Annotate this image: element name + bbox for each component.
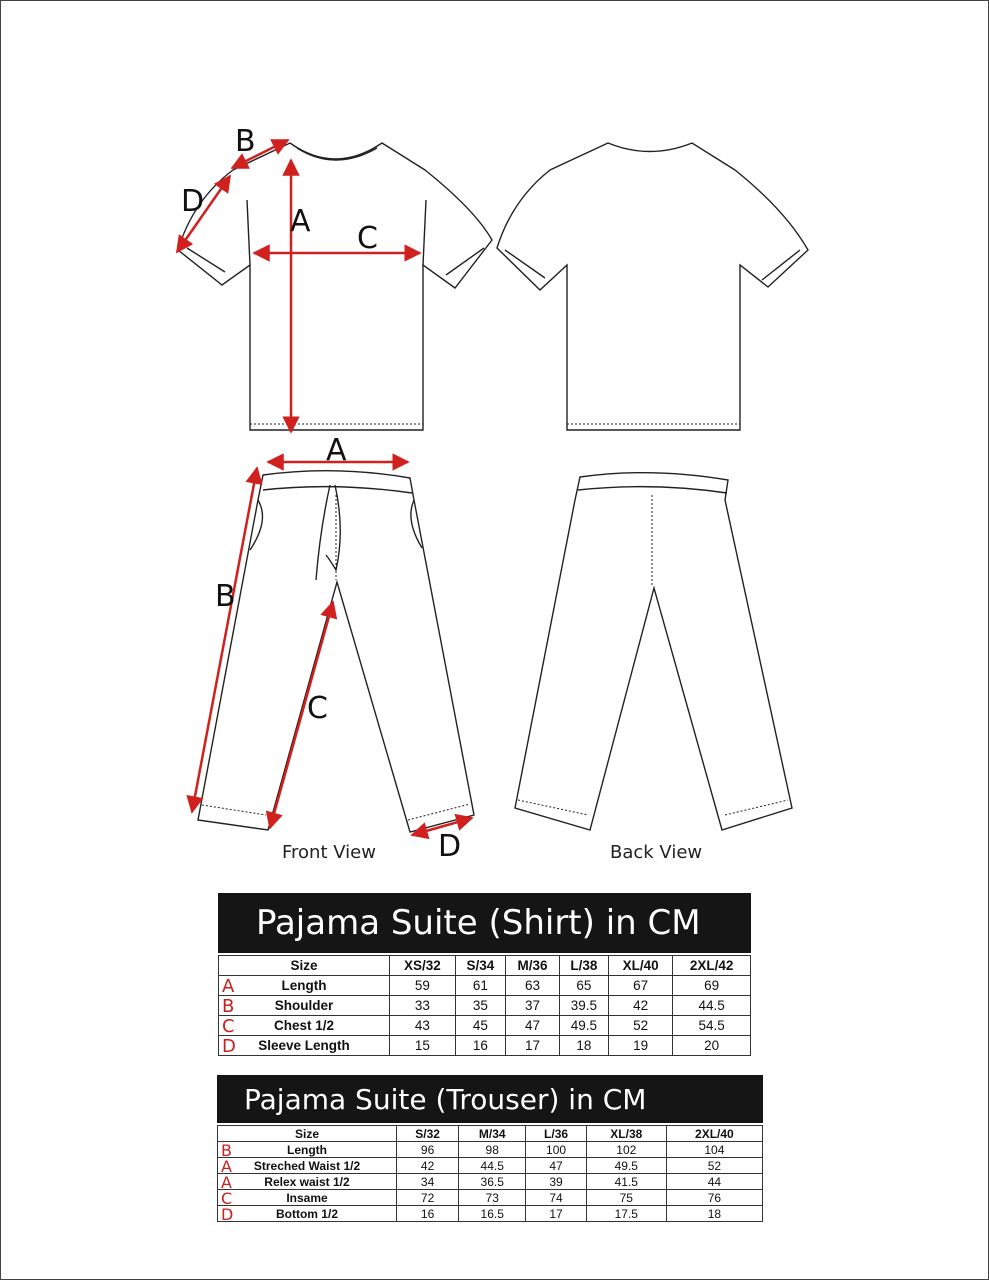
table-cell: 18 <box>560 1036 609 1056</box>
table-cell: 43 <box>390 1016 456 1036</box>
shirt-label-d: D <box>181 184 205 219</box>
table-cell: 16 <box>455 1036 505 1056</box>
table-cell: 100 <box>526 1142 587 1158</box>
table-cell: 34 <box>397 1174 459 1190</box>
trouser-label-a: A <box>326 433 347 468</box>
measure-letter: C <box>222 1016 235 1037</box>
row-label: Length <box>287 1142 327 1157</box>
table-header-cell: S/34 <box>455 956 505 976</box>
table-cell: 17 <box>505 1036 559 1056</box>
table-cell: 69 <box>673 976 751 996</box>
table-header-cell: Size <box>219 956 390 976</box>
table-cell: 65 <box>560 976 609 996</box>
measure-letter: C <box>221 1189 233 1208</box>
row-label: Length <box>281 978 327 993</box>
measure-letter: B <box>222 996 235 1017</box>
table-header-cell: XL/40 <box>608 956 673 976</box>
table-cell: 75 <box>586 1190 666 1206</box>
table-cell: 76 <box>666 1190 762 1206</box>
table-row <box>218 1142 763 1158</box>
table-cell: 98 <box>459 1142 526 1158</box>
table-header-cell: M/34 <box>459 1126 526 1142</box>
table-cell: 52 <box>666 1158 762 1174</box>
table-cell: 63 <box>505 976 559 996</box>
table-cell: 33 <box>390 996 456 1016</box>
table-cell: 49.5 <box>586 1158 666 1174</box>
table-cell: 47 <box>505 1016 559 1036</box>
measure-letter: B <box>221 1141 232 1160</box>
row-label: Chest 1/2 <box>273 1018 335 1033</box>
table-header-cell: 2XL/40 <box>666 1126 762 1142</box>
trouser-label-b: B <box>215 579 236 614</box>
shirt-table-title: Pajama Suite (Shirt) in CM <box>218 893 751 953</box>
trouser-label-d: D <box>438 829 462 864</box>
table-row <box>219 1036 751 1056</box>
row-label: Shoulder <box>274 998 334 1013</box>
measure-letter: A <box>222 976 235 997</box>
table-cell: 52 <box>608 1016 673 1036</box>
table-cell: 17 <box>526 1206 587 1222</box>
row-label: Sleeve Length <box>258 1038 350 1053</box>
trouser-size-table <box>217 1125 763 1222</box>
table-cell: 72 <box>397 1190 459 1206</box>
table-cell: 18 <box>666 1206 762 1222</box>
table-header-cell: L/38 <box>560 956 609 976</box>
table-cell: 47 <box>526 1158 587 1174</box>
table-cell: 37 <box>505 996 559 1016</box>
back-view-label: Back View <box>610 842 703 863</box>
table-cell: 102 <box>586 1142 666 1158</box>
table-cell: 41.5 <box>586 1174 666 1190</box>
table-cell: 42 <box>608 996 673 1016</box>
row-label: Relex waist 1/2 <box>264 1174 350 1189</box>
table-row <box>219 976 751 996</box>
table-cell: 54.5 <box>673 1016 751 1036</box>
table-cell: 44 <box>666 1174 762 1190</box>
table-header-cell: 2XL/42 <box>673 956 751 976</box>
table-cell: 36.5 <box>459 1174 526 1190</box>
table-header-cell: XL/38 <box>586 1126 666 1142</box>
table-header-cell: S/32 <box>397 1126 459 1142</box>
measure-letter: A <box>221 1173 232 1192</box>
table-header-cell: XS/32 <box>390 956 456 976</box>
trouser-back-drawing <box>515 473 792 830</box>
trouser-front-drawing <box>198 471 474 832</box>
table-row <box>218 1190 763 1206</box>
measure-letter: A <box>221 1157 232 1176</box>
trouser-label-c: C <box>307 691 328 726</box>
row-label: Bottom 1/2 <box>275 1206 338 1221</box>
front-view-label: Front View <box>282 842 376 863</box>
table-cell: 44.5 <box>459 1158 526 1174</box>
table-cell: 61 <box>455 976 505 996</box>
table-row <box>219 1016 751 1036</box>
table-cell: 19 <box>608 1036 673 1056</box>
measure-letter: D <box>222 1036 236 1057</box>
table-header-cell: Size <box>218 1126 397 1142</box>
table-cell: 42 <box>397 1158 459 1174</box>
table-cell: 39.5 <box>560 996 609 1016</box>
table-cell: 16.5 <box>459 1206 526 1222</box>
table-cell: 35 <box>455 996 505 1016</box>
trouser-table-title: Pajama Suite (Trouser) in CM <box>217 1075 763 1123</box>
table-cell: 73 <box>459 1190 526 1206</box>
shirt-back-drawing <box>497 143 808 430</box>
table-cell: 16 <box>397 1206 459 1222</box>
row-label: Insame <box>286 1190 328 1205</box>
measure-letter: D <box>221 1205 234 1224</box>
table-cell: 44.5 <box>673 996 751 1016</box>
table-header-cell: M/36 <box>505 956 559 976</box>
row-label: Streched Waist 1/2 <box>253 1158 361 1173</box>
shirt-size-table <box>218 955 751 1056</box>
table-cell: 45 <box>455 1016 505 1036</box>
shirt-front-drawing <box>178 143 492 430</box>
table-row <box>218 1206 763 1222</box>
table-cell: 39 <box>526 1174 587 1190</box>
table-cell: 74 <box>526 1190 587 1206</box>
table-row <box>218 1158 763 1174</box>
table-cell: 104 <box>666 1142 762 1158</box>
table-cell: 49.5 <box>560 1016 609 1036</box>
table-cell: 17.5 <box>586 1206 666 1222</box>
table-row <box>218 1174 763 1190</box>
table-cell: 20 <box>673 1036 751 1056</box>
shirt-label-a: A <box>290 204 311 239</box>
shirt-label-c: C <box>357 221 378 256</box>
table-row <box>219 996 751 1016</box>
table-cell: 67 <box>608 976 673 996</box>
shirt-label-b: B <box>235 124 256 159</box>
table-cell: 59 <box>390 976 456 996</box>
table-cell: 15 <box>390 1036 456 1056</box>
table-cell: 96 <box>397 1142 459 1158</box>
table-header-cell: L/36 <box>526 1126 587 1142</box>
